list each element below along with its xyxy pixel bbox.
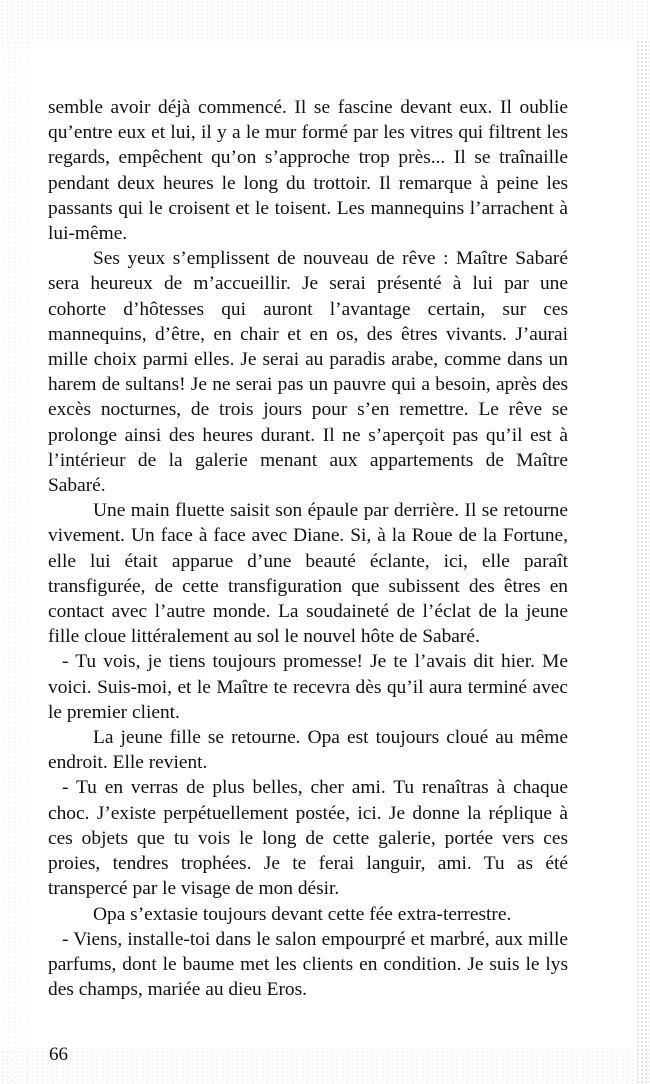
dialogue-salon: - Viens, installe-toi dans le salon empourpré et marbré, aux mille parfums, dont le baume met les clients en condition. Je suis le lys des champs, mariée au dieu Eros. <box>48 928 568 1001</box>
paragraph-diane-appears: Une main fluette saisit son épaule par derrière. Il se retourne vivement. Un face à face avec Diane. Si, à la Roue de la Fortune, elle lui était apparue d’une beauté éclante, ici, elle paraît transfigurée, de cette transfiguration que subissent des êtres en contact avec l’autre monde. La soudaineté de l’éclat de la jeune fille cloue littéralement au sol le nouvel hôte de Sabaré. <box>48 500 568 648</box>
body-text <box>48 95 568 1002</box>
paragraph-girl-returns: La jeune fille se retourne. Opa est toujours cloué au même endroit. Elle revient. <box>48 727 568 774</box>
page-number: 66 <box>49 1044 68 1065</box>
paragraph-opa-ecstatic: Opa s’extasie toujours devant cette fée extra-terrestre. <box>93 903 512 925</box>
scan-edge-top <box>0 0 650 42</box>
dialogue-promise: - Tu vois, je tiens toujours promesse! Je te l’avais dit hier. Me voici. Suis-moi, et le Maître te recevra dès qu’il aura terminé avec le premier client. <box>48 651 568 723</box>
scan-edge-bottom <box>0 1050 650 1084</box>
paragraph-continuation: semble avoir déjà commencé. Il se fascine devant eux. Il oublie qu’entre eux et lui, il y a le mur formé par les vitres qui filtrent les regards, empêchent qu’on s’approche trop près... Il se traînaille pendant deux heures le long du trottoir. Il remarque à peine les passants qui le croisent et le toisent. Les mannequins l’arrachent à lui-même. <box>48 97 568 245</box>
scan-edge-left <box>0 40 32 1084</box>
scan-edge-right <box>636 40 650 1084</box>
paragraph-dream: Ses yeux s’emplissent de nouveau de rêve : Maître Sabaré sera heureux de m’accueillir. Je serai présenté à lui par une cohorte d’hôtesses qui auront l’avantage certain, sur ces mannequins, d’être, en chair et en os, des êtres vivants. J’aurai mille choix parmi elles. Je serai au paradis arabe, comme dans un harem de sultans! Je ne serai pas un pauvre qui a besoin, après des excès nocturnes, de trois jours pour s’en remettre. Le rêve se prolonge ainsi des heures durant. Il ne s’aperçoit pas qu’il est à l’intérieur de la galerie menant aux appartements de Maître Sabaré. <box>48 248 568 497</box>
dialogue-more-beautiful: - Tu en verras de plus belles, cher ami. Tu renaîtras à chaque choc. J’existe perpétuellement postée, ici. Je donne la réplique à ces objets que tu vois le long de cette galerie, portée vers ces proies, tendres trophées. Je te ferai languir, ami. Tu as été transpercé par le visage de mon désir. <box>48 777 568 900</box>
